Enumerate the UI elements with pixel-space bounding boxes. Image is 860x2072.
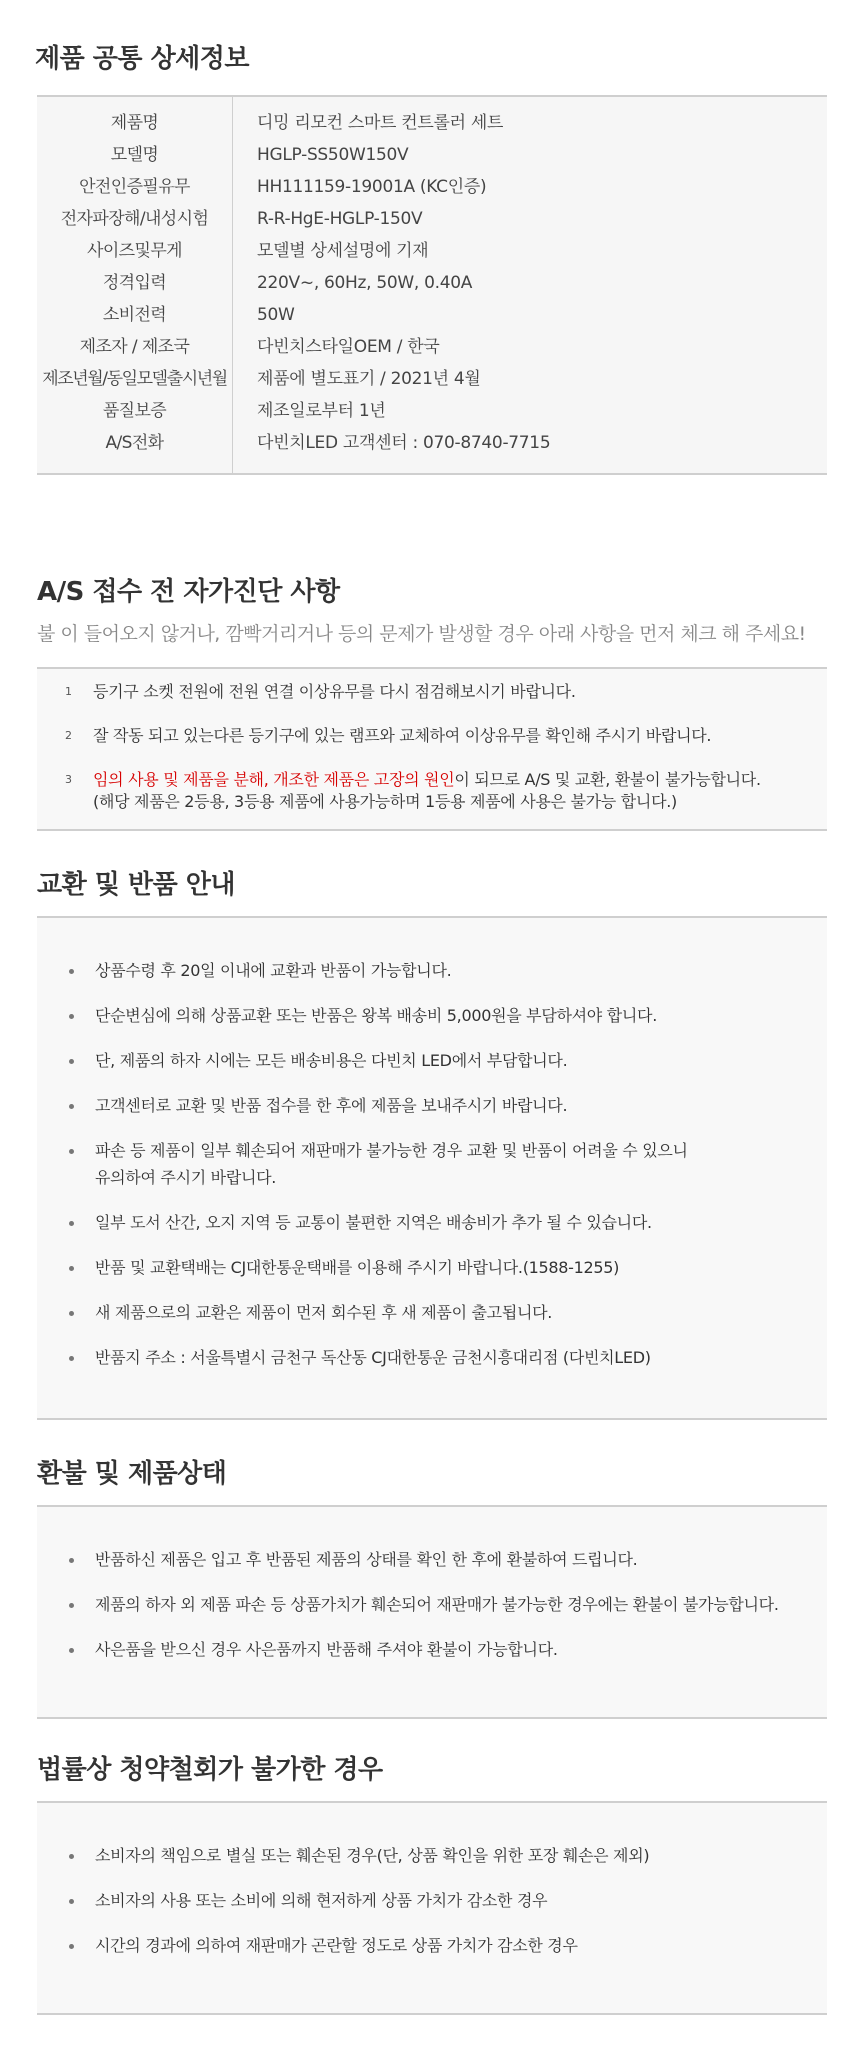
spec-value: 모델별 상세설명에 기재 bbox=[257, 241, 429, 261]
item-text: 반품하신 제품은 입고 후 반품된 제품의 상태를 확인 한 후에 환불하여 드립니다. bbox=[95, 1550, 638, 1569]
item-text: 반품지 주소 : 서울특별시 금천구 독산동 CJ대한통운 금천시흥대리점 (다빈치LED) bbox=[95, 1348, 651, 1367]
exchange-title: 교환 및 반품 안내 bbox=[37, 870, 235, 900]
item-text: 시간의 경과에 의하여 재판매가 곤란할 정도로 상품 가치가 감소한 경우 bbox=[95, 1936, 578, 1955]
spec-label: 모델명 bbox=[110, 145, 159, 165]
bullet-icon bbox=[69, 1311, 74, 1316]
as-subtitle: 불 이 들어오지 않거나, 깜빡거리거나 등의 문제가 발생할 경우 아래 사항을 먼저 체크 해 주세요! bbox=[37, 623, 806, 645]
as-list bbox=[37, 667, 827, 831]
item-text: 파손 등 제품이 일부 훼손되어 재판매가 불가능한 경우 교환 및 반품이 어려울 수 있으니 bbox=[95, 1141, 688, 1160]
spec-row bbox=[37, 395, 827, 427]
spec-row bbox=[37, 331, 827, 363]
item-text: 일부 도서 산간, 오지 지역 등 교통이 불편한 지역은 배송비가 추가 될 수 있습니다. bbox=[95, 1213, 652, 1232]
item-text: 소비자의 책임으로 별실 또는 훼손된 경우(단, 상품 확인을 위한 포장 훼손은 제외) bbox=[95, 1846, 650, 1865]
bullet-icon bbox=[69, 1356, 74, 1361]
warning-rest: 이 되므로 A/S 및 교환, 환불이 불가능합니다. bbox=[454, 770, 761, 789]
spec-value: 다빈치스타일OEM / 한국 bbox=[257, 337, 440, 357]
spec-row bbox=[37, 267, 827, 299]
item-text: 단순변심에 의해 상품교환 또는 반품은 왕복 배송비 5,000원을 부담하셔야 합니다. bbox=[95, 1006, 658, 1025]
spec-row bbox=[37, 427, 827, 459]
spec-label: 사이즈및무게 bbox=[87, 241, 182, 261]
bullet-icon bbox=[69, 1854, 74, 1859]
spec-title: 제품 공통 상세정보 bbox=[35, 44, 250, 74]
bullet-icon bbox=[69, 1266, 74, 1271]
spec-label: 품질보증 bbox=[102, 401, 167, 421]
spec-value: HGLP-SS50W150V bbox=[257, 145, 409, 165]
spec-label: 정격입력 bbox=[102, 273, 167, 293]
spec-value: 디밍 리모컨 스마트 컨트롤러 세트 bbox=[257, 113, 504, 133]
spec-row bbox=[37, 299, 827, 331]
item-text: 반품 및 교환택배는 CJ대한통운택배를 이용해 주시기 바랍니다.(1588-1255) bbox=[95, 1258, 620, 1277]
spec-label: 안전인증필유무 bbox=[79, 177, 190, 197]
spec-value: 제품에 별도표기 / 2021년 4월 bbox=[257, 369, 481, 389]
spec-label: 제품명 bbox=[110, 113, 159, 133]
spec-row bbox=[37, 139, 827, 171]
item-text: 소비자의 사용 또는 소비에 의해 현저하게 상품 가치가 감소한 경우 bbox=[95, 1891, 548, 1910]
spec-row bbox=[37, 171, 827, 203]
bullet-icon bbox=[69, 1221, 74, 1226]
item-text bbox=[93, 769, 761, 791]
item-text: 고객센터로 교환 및 반품 접수를 한 후에 제품을 보내주시기 바랍니다. bbox=[95, 1096, 568, 1115]
spec-label: 전자파장해/내성시험 bbox=[60, 209, 209, 229]
bullet-icon bbox=[69, 1149, 74, 1154]
item-text: 제품의 하자 외 제품 파손 등 상품가치가 훼손되어 재판매가 불가능한 경우에는 환불이 불가능합니다. bbox=[95, 1595, 779, 1614]
spec-label: 소비전력 bbox=[102, 305, 167, 325]
spec-label: 제조자 / 제조국 bbox=[79, 337, 190, 357]
bullet-icon bbox=[69, 1603, 74, 1608]
item-number: 3 bbox=[65, 773, 72, 786]
spec-value: 50W bbox=[257, 305, 295, 325]
bullet-icon bbox=[69, 1899, 74, 1904]
item-text: 단, 제품의 하자 시에는 모든 배송비용은 다빈치 LED에서 부담합니다. bbox=[95, 1051, 568, 1070]
as-title: A/S 접수 전 자가진단 사항 bbox=[37, 577, 340, 607]
item-text: 사은품을 받으신 경우 사은품까지 반품해 주셔야 환불이 가능합니다. bbox=[95, 1640, 558, 1659]
spec-table bbox=[37, 95, 827, 475]
spec-value: 다빈치LED 고객센터 : 070-8740-7715 bbox=[257, 433, 551, 453]
item-number: 2 bbox=[65, 729, 72, 742]
item-number: 1 bbox=[65, 685, 72, 698]
warning-text: 임의 사용 및 제품을 분해, 개조한 제품은 고장의 원인 bbox=[93, 770, 455, 789]
spec-row bbox=[37, 203, 827, 235]
spec-value: 220V~, 60Hz, 50W, 0.40A bbox=[257, 273, 473, 293]
legal-list bbox=[37, 1801, 827, 2015]
bullet-icon bbox=[69, 1014, 74, 1019]
bullet-icon bbox=[69, 1944, 74, 1949]
refund-title: 환불 및 제품상태 bbox=[37, 1459, 227, 1489]
bullet-icon bbox=[69, 1558, 74, 1563]
item-text: 등기구 소켓 전원에 전원 연결 이상유무를 다시 점검해보시기 바랍니다. bbox=[93, 682, 576, 701]
spec-row bbox=[37, 363, 827, 395]
bullet-icon bbox=[69, 1059, 74, 1064]
legal-title: 법률상 청약철회가 불가한 경우 bbox=[37, 1755, 383, 1785]
spec-value: R-R-HgE-HGLP-150V bbox=[257, 209, 423, 229]
spec-label: A/S전화 bbox=[105, 433, 164, 453]
bullet-icon bbox=[69, 1104, 74, 1109]
bullet-icon bbox=[69, 1648, 74, 1653]
spec-row bbox=[37, 235, 827, 267]
spec-value: HH111159-19001A (KC인증) bbox=[257, 177, 487, 197]
spec-row bbox=[37, 107, 827, 139]
item-text: 잘 작동 되고 있는다른 등기구에 있는 램프와 교체하여 이상유무를 확인해 주시기 바랍니다. bbox=[93, 726, 712, 745]
item-text: 새 제품으로의 교환은 제품이 먼저 회수된 후 새 제품이 출고됩니다. bbox=[95, 1303, 553, 1322]
refund-list bbox=[37, 1505, 827, 1719]
spec-label: 제조년월/동일모델출시년월 bbox=[42, 369, 227, 389]
item-note: (해당 제품은 2등용, 3등용 제품에 사용가능하며 1등용 제품에 사용은 불가능 합니다.) bbox=[93, 792, 677, 811]
item-text-continued: 유의하여 주시기 바랍니다. bbox=[95, 1168, 277, 1187]
bullet-icon bbox=[69, 969, 74, 974]
exchange-list bbox=[37, 916, 827, 1420]
spec-value: 제조일로부터 1년 bbox=[257, 401, 386, 421]
item-text: 상품수령 후 20일 이내에 교환과 반품이 가능합니다. bbox=[95, 961, 452, 980]
